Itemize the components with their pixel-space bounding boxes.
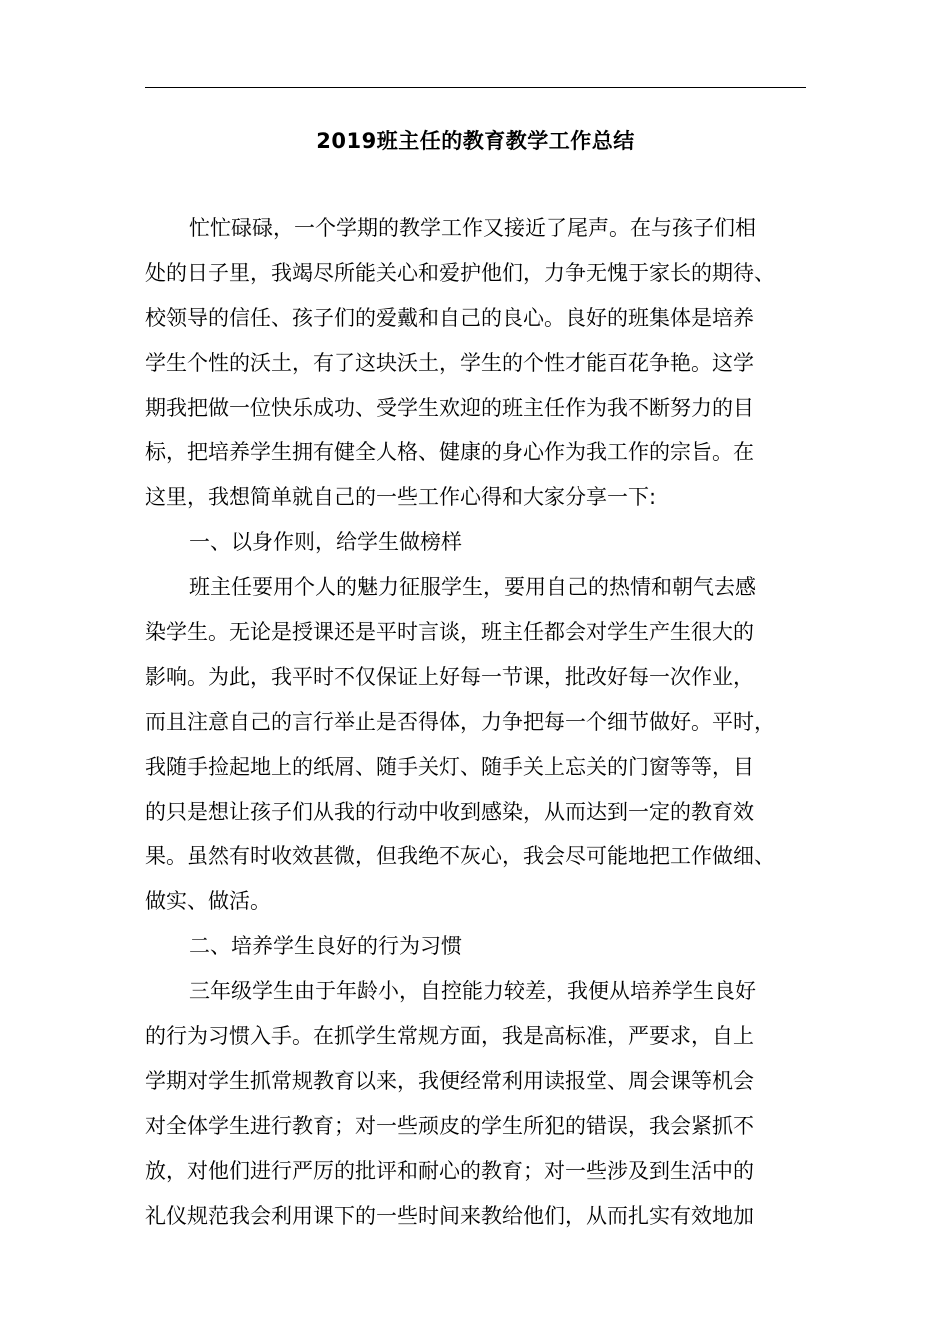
paragraph-line: 而且注意自己的言行举止是否得体，力争把每一个细节做好。平时， — [145, 709, 775, 734]
paragraph-line: 期我把做一位快乐成功、受学生欢迎的班主任作为我不断努力的目 — [145, 395, 754, 420]
section-heading: 一、以身作则，给学生做榜样 — [189, 530, 462, 555]
paragraph-line: 对全体学生进行教育；对一些顽皮的学生所犯的错误，我会紧抓不 — [145, 1113, 754, 1138]
paragraph-line: 忙忙碌碌，一个学期的教学工作又接近了尾声。在与孩子们相 — [189, 216, 756, 240]
header-rule — [145, 87, 806, 88]
paragraph-line: 这里，我想简单就自己的一些工作心得和大家分享一下: — [145, 485, 657, 510]
paragraph-line: 校领导的信任、孩子们的爱戴和自己的良心。良好的班集体是培养 — [145, 305, 754, 330]
paragraph-line: 做实、做活。 — [145, 889, 271, 914]
paragraph-line: 三年级学生由于年龄小，自控能力较差，我便从培养学生良好 — [189, 979, 756, 1004]
paragraph-line: 班主任要用个人的魅力征服学生，要用自己的热情和朝气去感 — [189, 575, 756, 600]
paragraph-line: 学生个性的沃土，有了这块沃土，学生的个性才能百花争艳。这学 — [145, 350, 754, 375]
section-heading: 二、培养学生良好的行为习惯 — [189, 934, 462, 959]
paragraph-line: 我随手捡起地上的纸屑、随手关灯、随手关上忘关的门窗等等，目 — [145, 754, 754, 779]
paragraph-line: 放，对他们进行严厉的批评和耐心的教育；对一些涉及到生活中的 — [145, 1158, 754, 1183]
paragraph-line: 果。虽然有时收效甚微，但我绝不灰心，我会尽可能地把工作做细、 — [145, 844, 775, 869]
paragraph-line: 处的日子里，我竭尽所能关心和爱护他们，力争无愧于家长的期待、 — [145, 260, 775, 285]
paragraph-line: 的行为习惯入手。在抓学生常规方面，我是高标准，严要求，自上 — [145, 1024, 754, 1049]
paragraph-line: 影响。为此，我平时不仅保证上好每一节课，批改好每一次作业， — [145, 664, 754, 689]
paragraph-line: 染学生。无论是授课还是平时言谈，班主任都会对学生产生很大的 — [145, 620, 754, 645]
paragraph-line: 礼仪规范我会利用课下的一些时间来教给他们，从而扎实有效地加 — [145, 1203, 754, 1228]
document-title: 2019班主任的教育教学工作总结 — [316, 129, 635, 153]
paragraph-line: 学期对学生抓常规教育以来，我便经常利用读报堂、周会课等机会 — [145, 1068, 754, 1093]
paragraph-line: 标，把培养学生拥有健全人格、健康的身心作为我工作的宗旨。在 — [145, 440, 754, 465]
paragraph-line: 的只是想让孩子们从我的行动中收到感染，从而达到一定的教育效 — [145, 799, 754, 824]
document-body — [145, 206, 809, 1238]
